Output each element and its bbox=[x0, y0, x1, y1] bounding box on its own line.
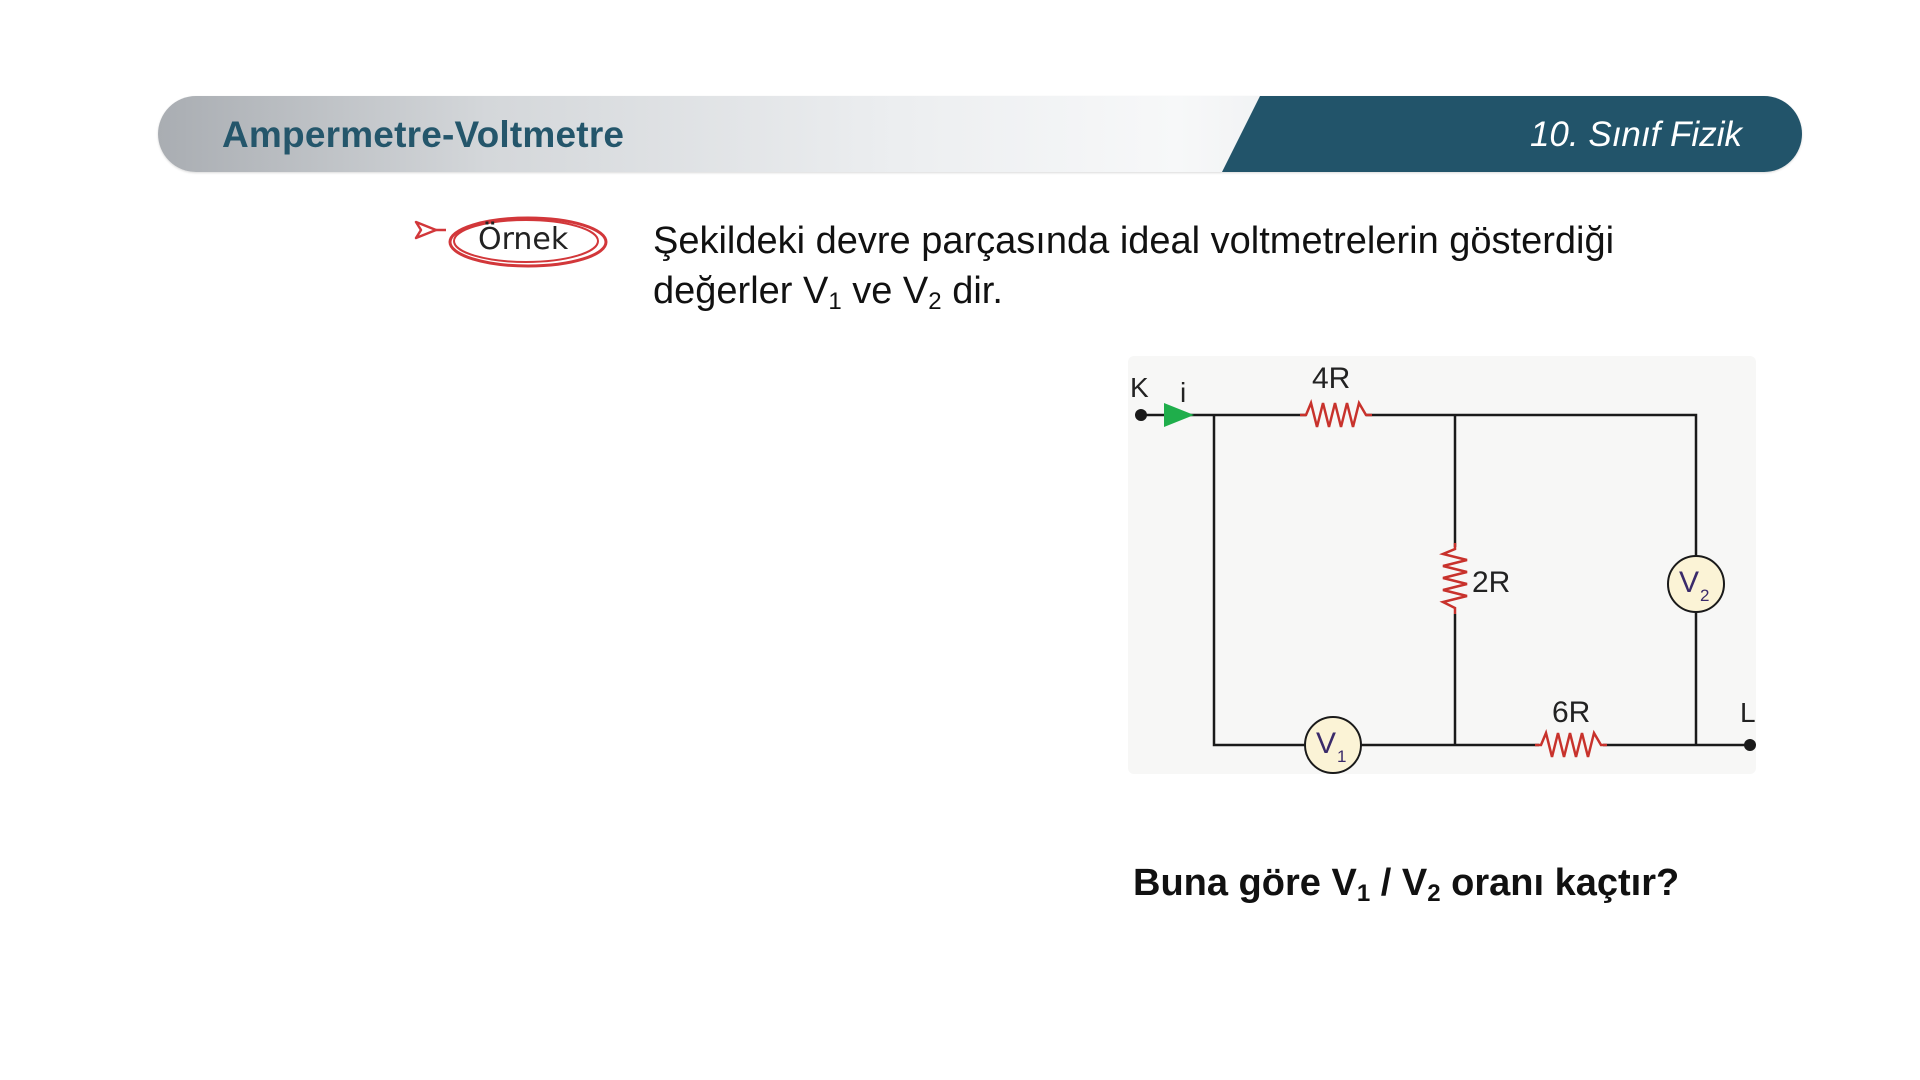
current-arrow-icon bbox=[1164, 403, 1194, 427]
label-4r: 4R bbox=[1312, 362, 1351, 395]
label-2r: 2R bbox=[1472, 566, 1511, 599]
label-6r: 6R bbox=[1552, 696, 1591, 729]
voltmeter-1-label: V bbox=[1316, 727, 1337, 760]
voltmeter-1-sub: 1 bbox=[1337, 747, 1347, 766]
terminal-k bbox=[1135, 409, 1147, 421]
question-line-2: değerler $V_1$ ve $V_2$ dir. bbox=[653, 270, 1003, 315]
course-label: 10. Sınıf Fizik bbox=[1529, 115, 1742, 154]
resistor-6r bbox=[1535, 733, 1607, 757]
resistor-4r bbox=[1300, 403, 1372, 427]
resistor-2r bbox=[1443, 543, 1467, 614]
terminal-l bbox=[1744, 739, 1756, 751]
label-i: i bbox=[1180, 377, 1187, 408]
voltmeter-2-sub: 2 bbox=[1700, 586, 1710, 605]
page-title: Ampermetre-Voltmetre bbox=[222, 114, 625, 155]
question-line-1: Şekildeki devre parçasında ideal voltmetrelerin gösterdiği bbox=[653, 220, 1615, 262]
wire-left bbox=[1214, 415, 1305, 745]
voltmeter-2-label: V bbox=[1679, 566, 1700, 599]
question-ask: Buna göre $V_1 / V_2$ oranı kaçtır? bbox=[1133, 862, 1680, 907]
example-label: Örnek bbox=[478, 222, 569, 257]
label-l: L bbox=[1740, 697, 1756, 728]
label-k: K bbox=[1130, 372, 1149, 403]
wire-top-right bbox=[1366, 415, 1696, 556]
